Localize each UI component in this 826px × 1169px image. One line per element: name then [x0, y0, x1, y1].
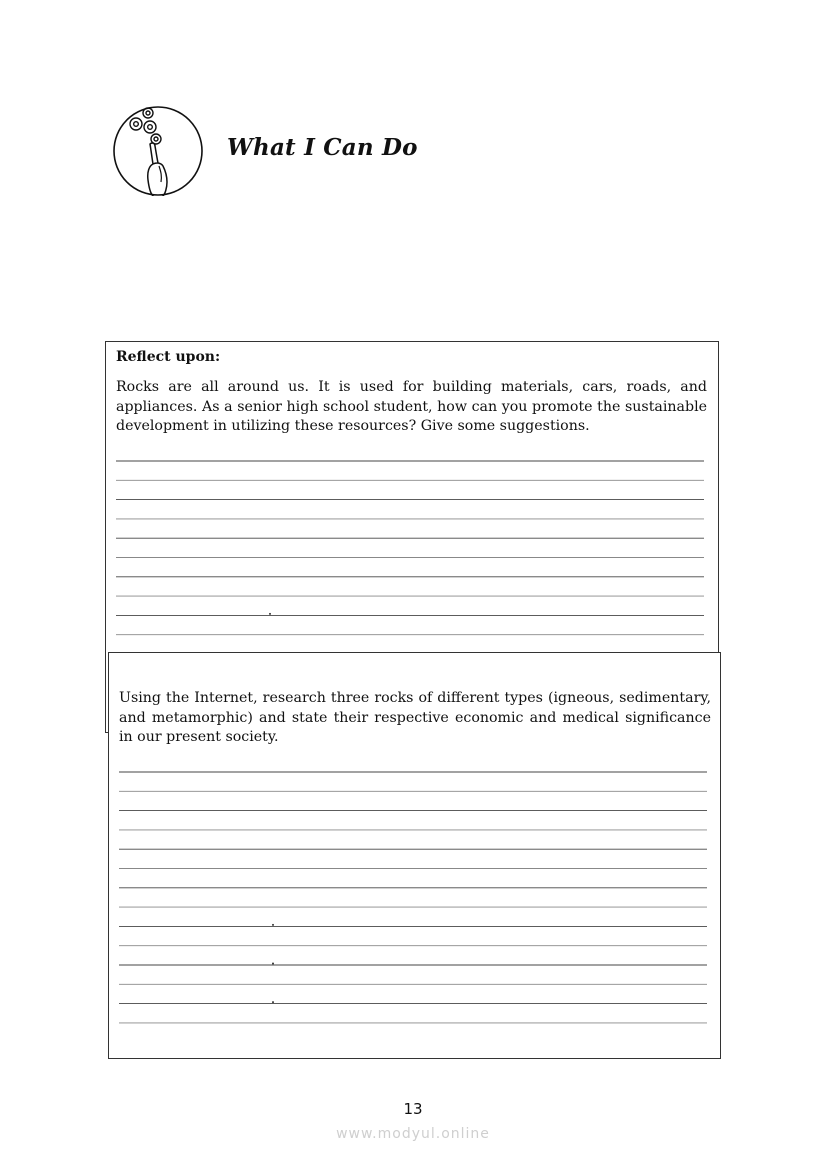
research-prompt: Using the Internet, research three rocks of different types (igneous, sedimentary, and metamorphic) and state their respective economic and medical significance in our present society.	[119, 690, 711, 745]
watermark: www.modyul.online	[336, 1126, 490, 1142]
research-box	[108, 652, 721, 1059]
reflect-label: Reflect upon:	[116, 349, 221, 365]
line-mark	[272, 1001, 274, 1003]
reflect-prompt: Rocks are all around us. It is used for building materials, cars, roads, and appliances. As a senior high school student, how can you promote the sustainable development in utilizing these resources? Give some suggestions.	[116, 379, 707, 434]
line-mark	[272, 963, 274, 965]
research-answer-lines[interactable]	[109, 653, 720, 1058]
hand-holding-gears-icon	[113, 106, 203, 196]
line-mark	[272, 924, 274, 926]
line-mark	[269, 613, 271, 615]
section-title: What I Can Do	[227, 134, 418, 161]
page-number: 13	[403, 1100, 423, 1118]
